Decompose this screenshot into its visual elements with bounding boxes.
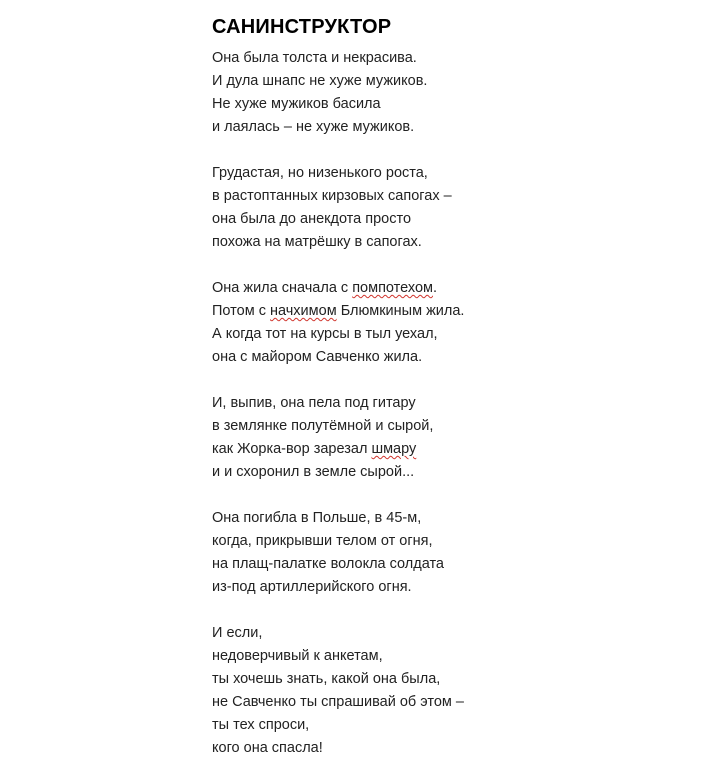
poem-line: Грудастая, но низенького роста, <box>212 165 428 181</box>
line-text: . <box>433 280 438 296</box>
spellcheck-flagged-word[interactable]: шмару <box>371 441 417 457</box>
poem-title: САНИНСТРУКТОР <box>212 16 392 38</box>
poem-line: и и схоронил в земле сырой... <box>212 464 415 480</box>
line-text: Блюмкиным жила. <box>336 303 465 319</box>
poem-line: недоверчивый к анкетам, <box>212 648 383 664</box>
line-text: Она жила сначала с <box>212 280 353 296</box>
poem-line <box>212 277 692 300</box>
poem-line: Она погибла в Польше, в 45-м, <box>212 510 422 526</box>
document-page <box>212 14 692 783</box>
line-text: Потом с <box>212 303 270 319</box>
poem-line: похожа на матрёшку в сапогах. <box>212 234 422 250</box>
spellcheck-flagged-word[interactable]: начхимом <box>270 303 337 319</box>
poem-line: Она была толста и некрасива. <box>212 50 417 66</box>
poem-line: кого она спасла! <box>212 740 323 756</box>
poem-line: не Савченко ты спрашивай об этом – <box>212 694 464 710</box>
poem-line: она была до анекдота просто <box>212 211 412 227</box>
line-text: как Жорка-вор зарезал <box>212 441 372 457</box>
stanza-2 <box>212 162 692 254</box>
poem-line: в землянке полутёмной и сырой, <box>212 418 434 434</box>
poem-line: ты хочешь знать, какой она была, <box>212 671 441 687</box>
poem-line: И дула шнапс не хуже мужиков. <box>212 73 428 89</box>
stanza-4 <box>212 392 692 484</box>
poem-line: И если, <box>212 625 263 641</box>
stanza-1 <box>212 47 692 139</box>
poem-line <box>212 300 692 323</box>
poem-line: из-под артиллерийского огня. <box>212 579 412 595</box>
stanza-6 <box>212 622 692 760</box>
poem-line <box>212 438 692 461</box>
spellcheck-flagged-word[interactable]: помпотехом <box>352 280 434 296</box>
poem-line: И, выпив, она пела под гитару <box>212 395 416 411</box>
poem-line: когда, прикрывши телом от огня, <box>212 533 433 549</box>
poem-line: она с майором Савченко жила. <box>212 349 423 365</box>
poem-line: в растоптанных кирзовых сапогах – <box>212 188 452 204</box>
poem-line: А когда тот на курсы в тыл уехал, <box>212 326 438 342</box>
stanza-3 <box>212 277 692 369</box>
poem-line: Не хуже мужиков басила <box>212 96 381 112</box>
poem-line: и лаялась – не хуже мужиков. <box>212 119 415 135</box>
poem-line: ты тех спроси, <box>212 717 310 733</box>
poem-line: на плащ-палатке волокла солдата <box>212 556 444 572</box>
stanza-5 <box>212 507 692 599</box>
